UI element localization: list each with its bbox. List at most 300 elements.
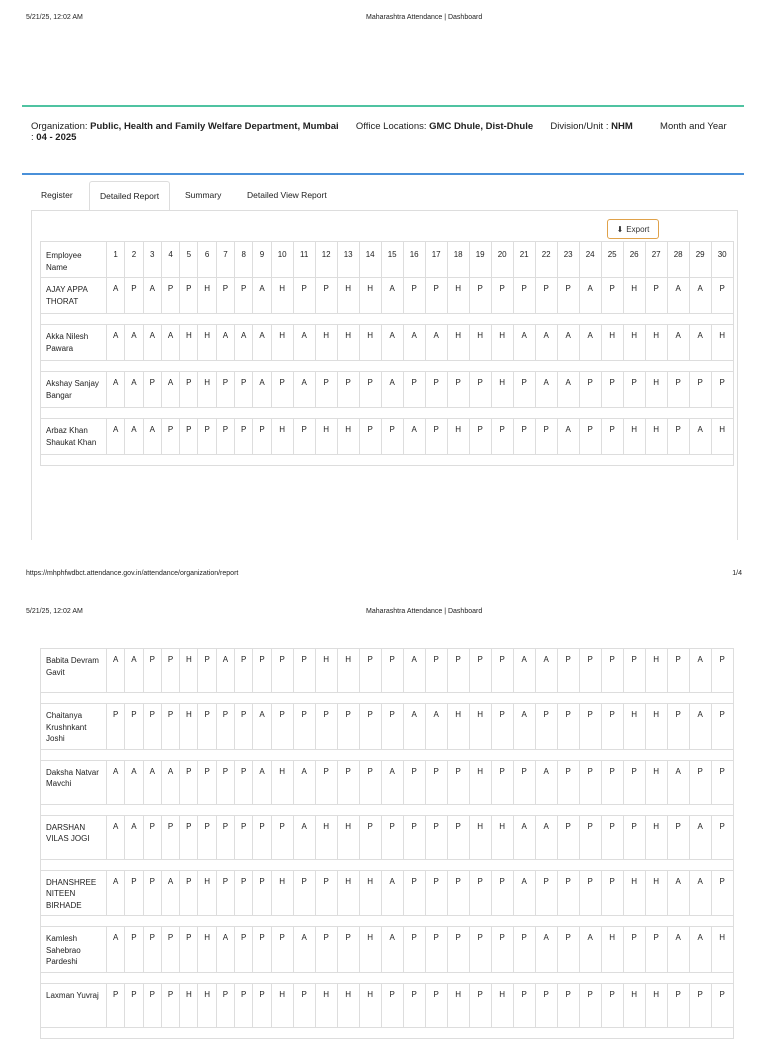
attendance-mark: P [645, 278, 667, 314]
attendance-mark: P [235, 815, 253, 859]
attendance-mark: P [235, 704, 253, 750]
attendance-mark: H [623, 419, 645, 455]
attendance-mark: A [579, 325, 601, 361]
export-label: Export [626, 224, 650, 234]
attendance-mark: P [667, 372, 689, 408]
attendance-mark: P [253, 815, 271, 859]
table-row [41, 419, 734, 455]
attendance-mark: P [469, 649, 491, 693]
tab-detailed-view-report[interactable]: Detailed View Report [247, 190, 327, 200]
attendance-mark: A [425, 704, 447, 750]
attendance-mark: A [143, 419, 161, 455]
attendance-mark: P [645, 927, 667, 973]
attendance-mark: P [337, 927, 359, 973]
attendance-mark: P [513, 760, 535, 804]
attendance-mark: A [253, 704, 271, 750]
attendance-mark: A [579, 278, 601, 314]
attendance-mark: P [623, 927, 645, 973]
attendance-mark: P [513, 372, 535, 408]
attendance-mark: P [180, 278, 198, 314]
attendance-mark: P [235, 927, 253, 973]
row-spacer [41, 361, 734, 372]
attendance-mark: H [623, 870, 645, 916]
attendance-mark: A [381, 760, 403, 804]
attendance-mark: P [513, 278, 535, 314]
attendance-mark: A [557, 419, 579, 455]
attendance-mark: A [535, 815, 557, 859]
attendance-mark: H [271, 760, 293, 804]
attendance-mark: P [143, 983, 161, 1027]
row-spacer [41, 859, 734, 870]
org-label: Organization: [31, 121, 88, 132]
attendance-mark: P [711, 760, 733, 804]
office-value: GMC Dhule, Dist-Dhule [429, 121, 534, 132]
attendance-mark: P [579, 760, 601, 804]
attendance-mark: P [107, 983, 125, 1027]
attendance-mark: P [271, 372, 293, 408]
attendance-mark: P [535, 870, 557, 916]
attendance-mark: A [161, 870, 179, 916]
attendance-mark: A [143, 278, 161, 314]
attendance-mark: H [491, 325, 513, 361]
attendance-mark: P [579, 870, 601, 916]
attendance-mark: A [253, 760, 271, 804]
attendance-mark: P [271, 649, 293, 693]
attendance-mark: H [198, 278, 216, 314]
attendance-mark: P [216, 372, 234, 408]
attendance-mark: A [535, 372, 557, 408]
attendance-mark: P [198, 649, 216, 693]
attendance-mark: P [161, 278, 179, 314]
attendance-mark: P [601, 815, 623, 859]
attendance-mark: H [271, 325, 293, 361]
attendance-mark: P [253, 419, 271, 455]
attendance-mark: P [293, 704, 315, 750]
attendance-mark: P [689, 983, 711, 1027]
attendance-mark: P [143, 649, 161, 693]
employee-name: Chaitanya Krushnkant Joshi [41, 704, 107, 750]
attendance-mark: P [143, 372, 161, 408]
print-header [0, 14, 768, 28]
table-row [41, 278, 734, 314]
row-spacer [41, 693, 734, 704]
attendance-mark: P [315, 760, 337, 804]
attendance-mark: P [689, 760, 711, 804]
organization-info [31, 121, 731, 143]
column-header-day: 29 [689, 242, 711, 278]
attendance-mark: P [557, 760, 579, 804]
column-header-day: 16 [403, 242, 425, 278]
row-spacer [41, 804, 734, 815]
attendance-mark: P [143, 704, 161, 750]
attendance-mark: P [359, 649, 381, 693]
attendance-mark: A [535, 760, 557, 804]
attendance-mark: A [667, 927, 689, 973]
attendance-mark: A [535, 325, 557, 361]
attendance-mark: P [557, 983, 579, 1027]
attendance-mark: H [645, 870, 667, 916]
attendance-mark: P [271, 704, 293, 750]
attendance-mark: P [579, 815, 601, 859]
attendance-mark: H [359, 325, 381, 361]
attendance-mark: P [425, 278, 447, 314]
attendance-mark: P [216, 983, 234, 1027]
row-spacer [41, 455, 734, 466]
attendance-mark: H [180, 983, 198, 1027]
attendance-mark: A [253, 325, 271, 361]
attendance-mark: H [337, 815, 359, 859]
attendance-mark: P [143, 927, 161, 973]
column-header-day: 11 [293, 242, 315, 278]
attendance-mark: P [557, 815, 579, 859]
column-header-day: 23 [557, 242, 579, 278]
attendance-mark: A [107, 760, 125, 804]
attendance-mark: H [645, 704, 667, 750]
print-url: https://mhphfwdbct.attendance.gov.in/attendance/organization/report [26, 570, 239, 577]
attendance-mark: H [447, 278, 469, 314]
column-header-day: 12 [315, 242, 337, 278]
attendance-mark: P [667, 704, 689, 750]
attendance-mark: P [315, 278, 337, 314]
attendance-mark: A [689, 704, 711, 750]
employee-name: Daksha Natvar Mavchi [41, 760, 107, 804]
attendance-mark: P [447, 649, 469, 693]
attendance-mark: A [689, 278, 711, 314]
attendance-mark: P [359, 815, 381, 859]
attendance-mark: H [337, 870, 359, 916]
attendance-mark: P [381, 815, 403, 859]
attendance-mark: A [107, 870, 125, 916]
attendance-mark: P [601, 649, 623, 693]
employee-name: Akka Nilesh Pawara [41, 325, 107, 361]
column-header-day: 9 [253, 242, 271, 278]
attendance-mark: A [125, 419, 143, 455]
attendance-mark: A [513, 704, 535, 750]
attendance-mark: P [381, 983, 403, 1027]
row-spacer [41, 916, 734, 927]
attendance-mark: P [180, 760, 198, 804]
attendance-mark: P [491, 419, 513, 455]
tab-register[interactable]: Register [41, 190, 73, 200]
column-header-employee-name: Employee Name [41, 242, 107, 278]
attendance-mark: A [667, 870, 689, 916]
attendance-mark: P [253, 870, 271, 916]
attendance-mark: P [235, 278, 253, 314]
attendance-mark: A [107, 927, 125, 973]
attendance-mark: P [601, 419, 623, 455]
attendance-mark: A [689, 870, 711, 916]
attendance-mark: P [425, 760, 447, 804]
column-header-day: 3 [143, 242, 161, 278]
attendance-mark: H [645, 815, 667, 859]
attendance-mark: P [198, 704, 216, 750]
attendance-mark: A [667, 760, 689, 804]
attendance-mark: H [315, 649, 337, 693]
attendance-mark: A [216, 325, 234, 361]
row-spacer [41, 408, 734, 419]
employee-name: Kamlesh Sahebrao Pardeshi [41, 927, 107, 973]
row-spacer [41, 749, 734, 760]
attendance-mark: P [143, 815, 161, 859]
attendance-mark: A [107, 325, 125, 361]
tab-detailed-report[interactable]: Detailed Report [89, 181, 170, 211]
attendance-mark: P [359, 704, 381, 750]
attendance-mark: P [293, 649, 315, 693]
column-header-day: 1 [107, 242, 125, 278]
print-doc-title: Maharashtra Attendance | Dashboard [366, 608, 483, 615]
attendance-mark: P [315, 372, 337, 408]
attendance-mark: P [216, 870, 234, 916]
attendance-mark: H [623, 325, 645, 361]
attendance-mark: P [601, 760, 623, 804]
attendance-mark: H [711, 927, 733, 973]
attendance-mark: P [579, 704, 601, 750]
attendance-mark: H [337, 278, 359, 314]
attendance-mark: P [711, 870, 733, 916]
attendance-mark: A [293, 760, 315, 804]
row-spacer [41, 314, 734, 325]
employee-name: DHANSHREE NITEEN BIRHADE [41, 870, 107, 916]
attendance-mark: H [359, 983, 381, 1027]
attendance-mark: P [579, 372, 601, 408]
attendance-mark: P [381, 419, 403, 455]
attendance-mark: H [198, 372, 216, 408]
column-header-day: 28 [667, 242, 689, 278]
attendance-mark: H [711, 325, 733, 361]
attendance-mark: P [403, 278, 425, 314]
column-header-day: 10 [271, 242, 293, 278]
attendance-mark: P [161, 927, 179, 973]
employee-name: Akshay Sanjay Bangar [41, 372, 107, 408]
attendance-mark: A [667, 278, 689, 314]
table-row [41, 372, 734, 408]
attendance-mark: H [271, 983, 293, 1027]
attendance-mark: P [125, 870, 143, 916]
print-datetime: 5/21/25, 12:02 AM [26, 608, 83, 615]
attendance-mark: P [557, 927, 579, 973]
attendance-mark: P [425, 983, 447, 1027]
attendance-mark: P [216, 760, 234, 804]
attendance-mark: P [513, 983, 535, 1027]
attendance-mark: H [337, 983, 359, 1027]
attendance-mark: P [403, 815, 425, 859]
print-doc-title: Maharashtra Attendance | Dashboard [366, 14, 483, 21]
attendance-mark: H [645, 760, 667, 804]
attendance-mark: P [447, 372, 469, 408]
attendance-mark: H [337, 649, 359, 693]
attendance-table [40, 241, 734, 466]
attendance-mark: P [601, 372, 623, 408]
column-header-day: 19 [469, 242, 491, 278]
attendance-mark: A [253, 278, 271, 314]
attendance-mark: H [447, 419, 469, 455]
employee-name: DARSHAN VILAS JOGI [41, 815, 107, 859]
attendance-mark: P [667, 649, 689, 693]
attendance-mark: H [491, 372, 513, 408]
attendance-mark: P [315, 870, 337, 916]
print-page-number: 1/4 [732, 570, 742, 577]
attendance-mark: P [469, 419, 491, 455]
attendance-mark: A [403, 649, 425, 693]
attendance-mark: H [469, 760, 491, 804]
attendance-mark: A [216, 927, 234, 973]
column-header-day: 4 [161, 242, 179, 278]
attendance-mark: H [645, 325, 667, 361]
attendance-mark: A [161, 325, 179, 361]
attendance-mark: P [469, 372, 491, 408]
attendance-mark: H [447, 983, 469, 1027]
attendance-mark: P [447, 760, 469, 804]
attendance-mark: H [491, 983, 513, 1027]
attendance-mark: A [403, 704, 425, 750]
attendance-mark: P [469, 870, 491, 916]
column-header-day: 22 [535, 242, 557, 278]
attendance-mark: P [198, 760, 216, 804]
attendance-mark: H [315, 983, 337, 1027]
attendance-mark: H [469, 325, 491, 361]
attendance-mark: P [601, 704, 623, 750]
attendance-mark: P [623, 760, 645, 804]
employee-name: Laxman Yuvraj [41, 983, 107, 1027]
attendance-mark: P [491, 870, 513, 916]
column-header-day: 6 [198, 242, 216, 278]
attendance-mark: P [180, 372, 198, 408]
attendance-mark: P [667, 419, 689, 455]
attendance-mark: A [216, 649, 234, 693]
attendance-mark: P [535, 983, 557, 1027]
table-row [41, 704, 734, 750]
attendance-mark: P [381, 649, 403, 693]
attendance-mark: P [235, 870, 253, 916]
attendance-mark: P [293, 870, 315, 916]
header-divider [22, 105, 744, 107]
attendance-mark: P [293, 278, 315, 314]
column-header-day: 13 [337, 242, 359, 278]
attendance-mark: H [271, 870, 293, 916]
attendance-mark: P [711, 649, 733, 693]
attendance-mark: A [161, 760, 179, 804]
attendance-mark: P [253, 649, 271, 693]
attendance-mark: A [235, 325, 253, 361]
attendance-mark: A [253, 372, 271, 408]
attendance-mark: H [198, 325, 216, 361]
org-value: Public, Health and Family Welfare Department, Mumbai [90, 121, 339, 132]
print-datetime: 5/21/25, 12:02 AM [26, 14, 83, 21]
attendance-mark: P [180, 815, 198, 859]
attendance-mark: P [711, 815, 733, 859]
attendance-mark: A [689, 649, 711, 693]
attendance-mark: A [513, 815, 535, 859]
attendance-mark: P [425, 419, 447, 455]
attendance-mark: P [403, 983, 425, 1027]
row-spacer [41, 1027, 734, 1038]
attendance-mark: P [216, 704, 234, 750]
attendance-mark: H [645, 983, 667, 1027]
attendance-mark: P [491, 704, 513, 750]
attendance-mark: A [689, 419, 711, 455]
attendance-mark: P [711, 278, 733, 314]
attendance-mark: P [447, 815, 469, 859]
attendance-mark: P [579, 649, 601, 693]
attendance-mark: P [403, 372, 425, 408]
column-header-day: 7 [216, 242, 234, 278]
attendance-mark: P [216, 815, 234, 859]
attendance-mark: H [601, 927, 623, 973]
attendance-mark: P [216, 419, 234, 455]
attendance-mark: P [425, 372, 447, 408]
attendance-mark: H [337, 419, 359, 455]
download-icon: ⬇ [616, 224, 624, 234]
column-header-day: 30 [711, 242, 733, 278]
attendance-mark: P [623, 815, 645, 859]
attendance-mark: H [601, 325, 623, 361]
attendance-mark: P [337, 704, 359, 750]
column-header-day: 21 [513, 242, 535, 278]
attendance-mark: H [623, 704, 645, 750]
attendance-mark: P [271, 815, 293, 859]
attendance-mark: P [161, 704, 179, 750]
attendance-mark: P [161, 419, 179, 455]
column-header-day: 18 [447, 242, 469, 278]
division-label: Division/Unit : [550, 121, 609, 132]
attendance-mark: A [403, 325, 425, 361]
attendance-mark: P [271, 927, 293, 973]
attendance-mark: A [403, 419, 425, 455]
attendance-mark: A [689, 815, 711, 859]
attendance-mark: H [337, 325, 359, 361]
attendance-mark: P [253, 983, 271, 1027]
attendance-mark: A [513, 649, 535, 693]
attendance-mark: P [535, 704, 557, 750]
attendance-mark: P [143, 870, 161, 916]
attendance-mark: P [359, 419, 381, 455]
attendance-mark: P [403, 870, 425, 916]
attendance-mark: P [535, 419, 557, 455]
print-header-page2 [0, 608, 768, 622]
export-button[interactable] [607, 219, 659, 239]
column-header-day: 2 [125, 242, 143, 278]
attendance-mark: P [601, 983, 623, 1027]
attendance-mark: H [623, 278, 645, 314]
attendance-mark: H [491, 815, 513, 859]
attendance-mark: P [403, 760, 425, 804]
attendance-mark: P [253, 927, 271, 973]
attendance-mark: P [337, 372, 359, 408]
tab-summary[interactable]: Summary [185, 190, 222, 200]
attendance-mark: P [198, 419, 216, 455]
attendance-mark: H [198, 983, 216, 1027]
attendance-mark: A [107, 815, 125, 859]
attendance-mark: H [180, 704, 198, 750]
attendance-mark: H [315, 325, 337, 361]
attendance-mark: P [601, 278, 623, 314]
column-header-day: 15 [381, 242, 403, 278]
attendance-mark: P [235, 760, 253, 804]
attendance-mark: A [689, 325, 711, 361]
attendance-mark: P [513, 419, 535, 455]
attendance-mark: P [125, 278, 143, 314]
office-label: Office Locations: [355, 121, 427, 132]
attendance-mark: P [125, 927, 143, 973]
attendance-mark: P [557, 649, 579, 693]
attendance-mark: P [359, 760, 381, 804]
attendance-mark: P [711, 372, 733, 408]
attendance-mark: A [107, 278, 125, 314]
attendance-mark: P [425, 870, 447, 916]
attendance-mark: P [425, 815, 447, 859]
attendance-mark: P [601, 870, 623, 916]
column-header-day: 17 [425, 242, 447, 278]
